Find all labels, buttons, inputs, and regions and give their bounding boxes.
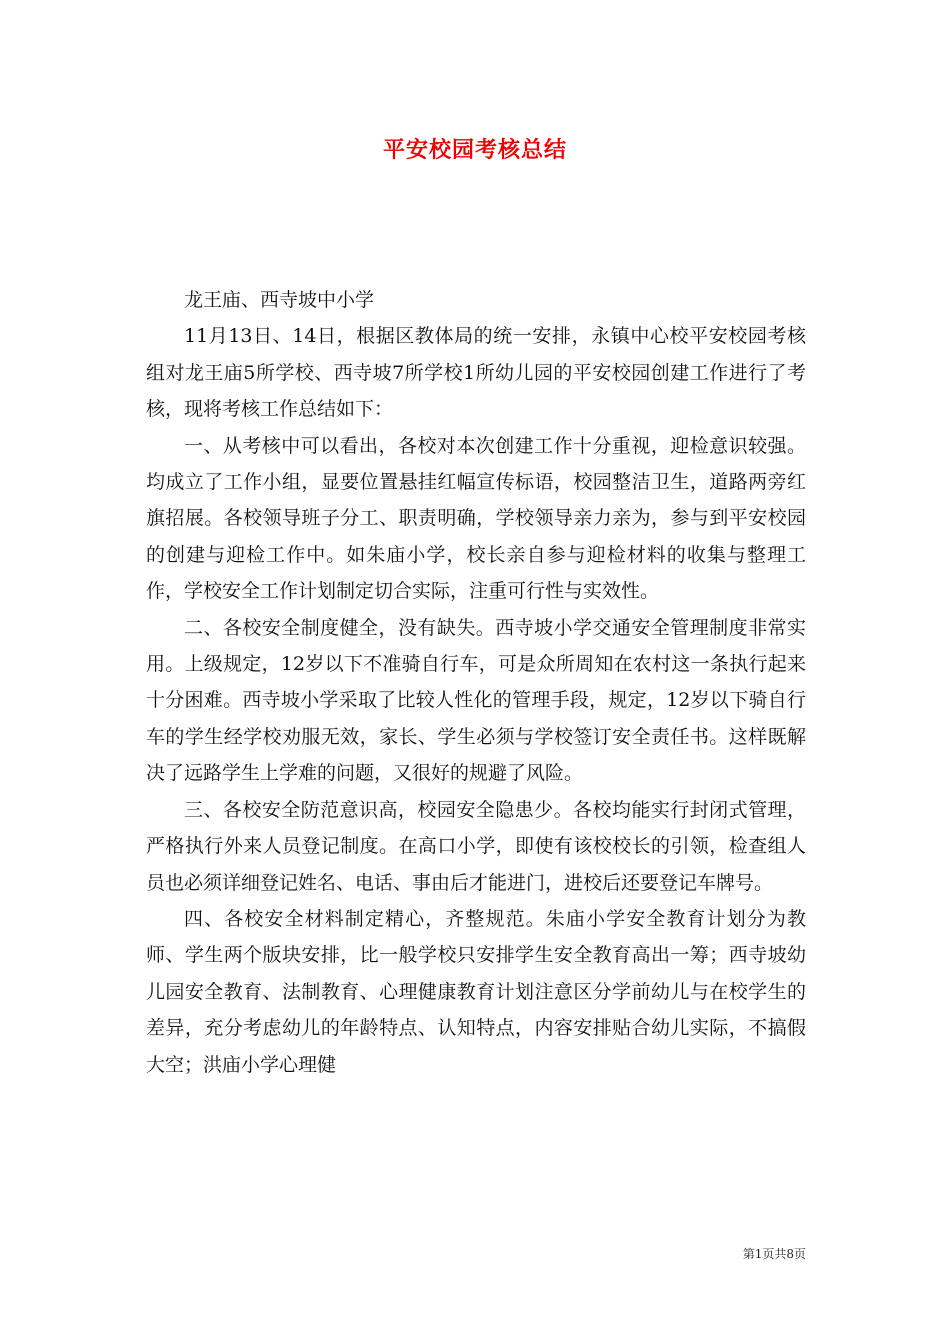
page-title: 平安校园考核总结 — [382, 137, 567, 163]
paragraph-point-1: 一、从考核中可以看出，各校对本次创建工作十分重视，迎检意识较强。均成立了工作小组，显要位置悬挂红幅宣传标语，校园整洁卫生，道路两旁红旗招展。各校领导班子分工、职责明确，学校领导亲力亲为，参与到平安校园的创建与迎检工作中。如朱庙小学，校长亲自参与迎检材料的收集与整理工作，学校安全工作计划制定切合实际，注重可行性与实效性。 — [146, 434, 806, 603]
page-number-label: 第1页共8页 — [742, 1247, 806, 1261]
paragraph-point-2: 二、各校安全制度健全，没有缺失。西寺坡小学交通安全管理制度非常实用。上级规定，12岁以下不准骑自行车，可是众所周知在农村这一条执行起来十分困难。西寺坡小学采取了比较人性化的管理手段，规定，12岁以下骑自行车的学生经学校劝服无效，家长、学生必须与学校签订安全责任书。这样既解决了远路学生上学难的问题，又很好的规避了风险。 — [146, 616, 806, 785]
paragraph-point-4: 四、各校安全材料制定精心，齐整规范。朱庙小学安全教育计划分为教师、学生两个版块安排，比一般学校只安排学生安全教育高出一筹；西寺坡幼儿园安全教育、法制教育、心理健康教育计划注意区分学前幼儿与在校学生的差异，充分考虑幼儿的年龄特点、认知特点，内容安排贴合幼儿实际，不搞假大空；洪庙小学心理健 — [146, 907, 806, 1076]
page-footer — [690, 1246, 806, 1262]
paragraph-intro: 11月13日、14日，根据区教体局的统一安排，永镇中心校平安校园考核组对龙王庙5所学校、西寺坡7所学校1所幼儿园的平安校园创建工作进行了考核，现将考核工作总结如下： — [146, 325, 806, 421]
paragraph-addressee: 龙王庙、西寺坡中小学 — [184, 289, 375, 311]
paragraph-point-3: 三、各校安全防范意识高，校园安全隐患少。各校均能实行封闭式管理，严格执行外来人员登记制度。在高口小学，即使有该校校长的引领，检查组人员也必须详细登记姓名、电话、事由后才能进门，进校后还要登记车牌号。 — [146, 798, 806, 894]
document-body — [146, 282, 806, 1083]
